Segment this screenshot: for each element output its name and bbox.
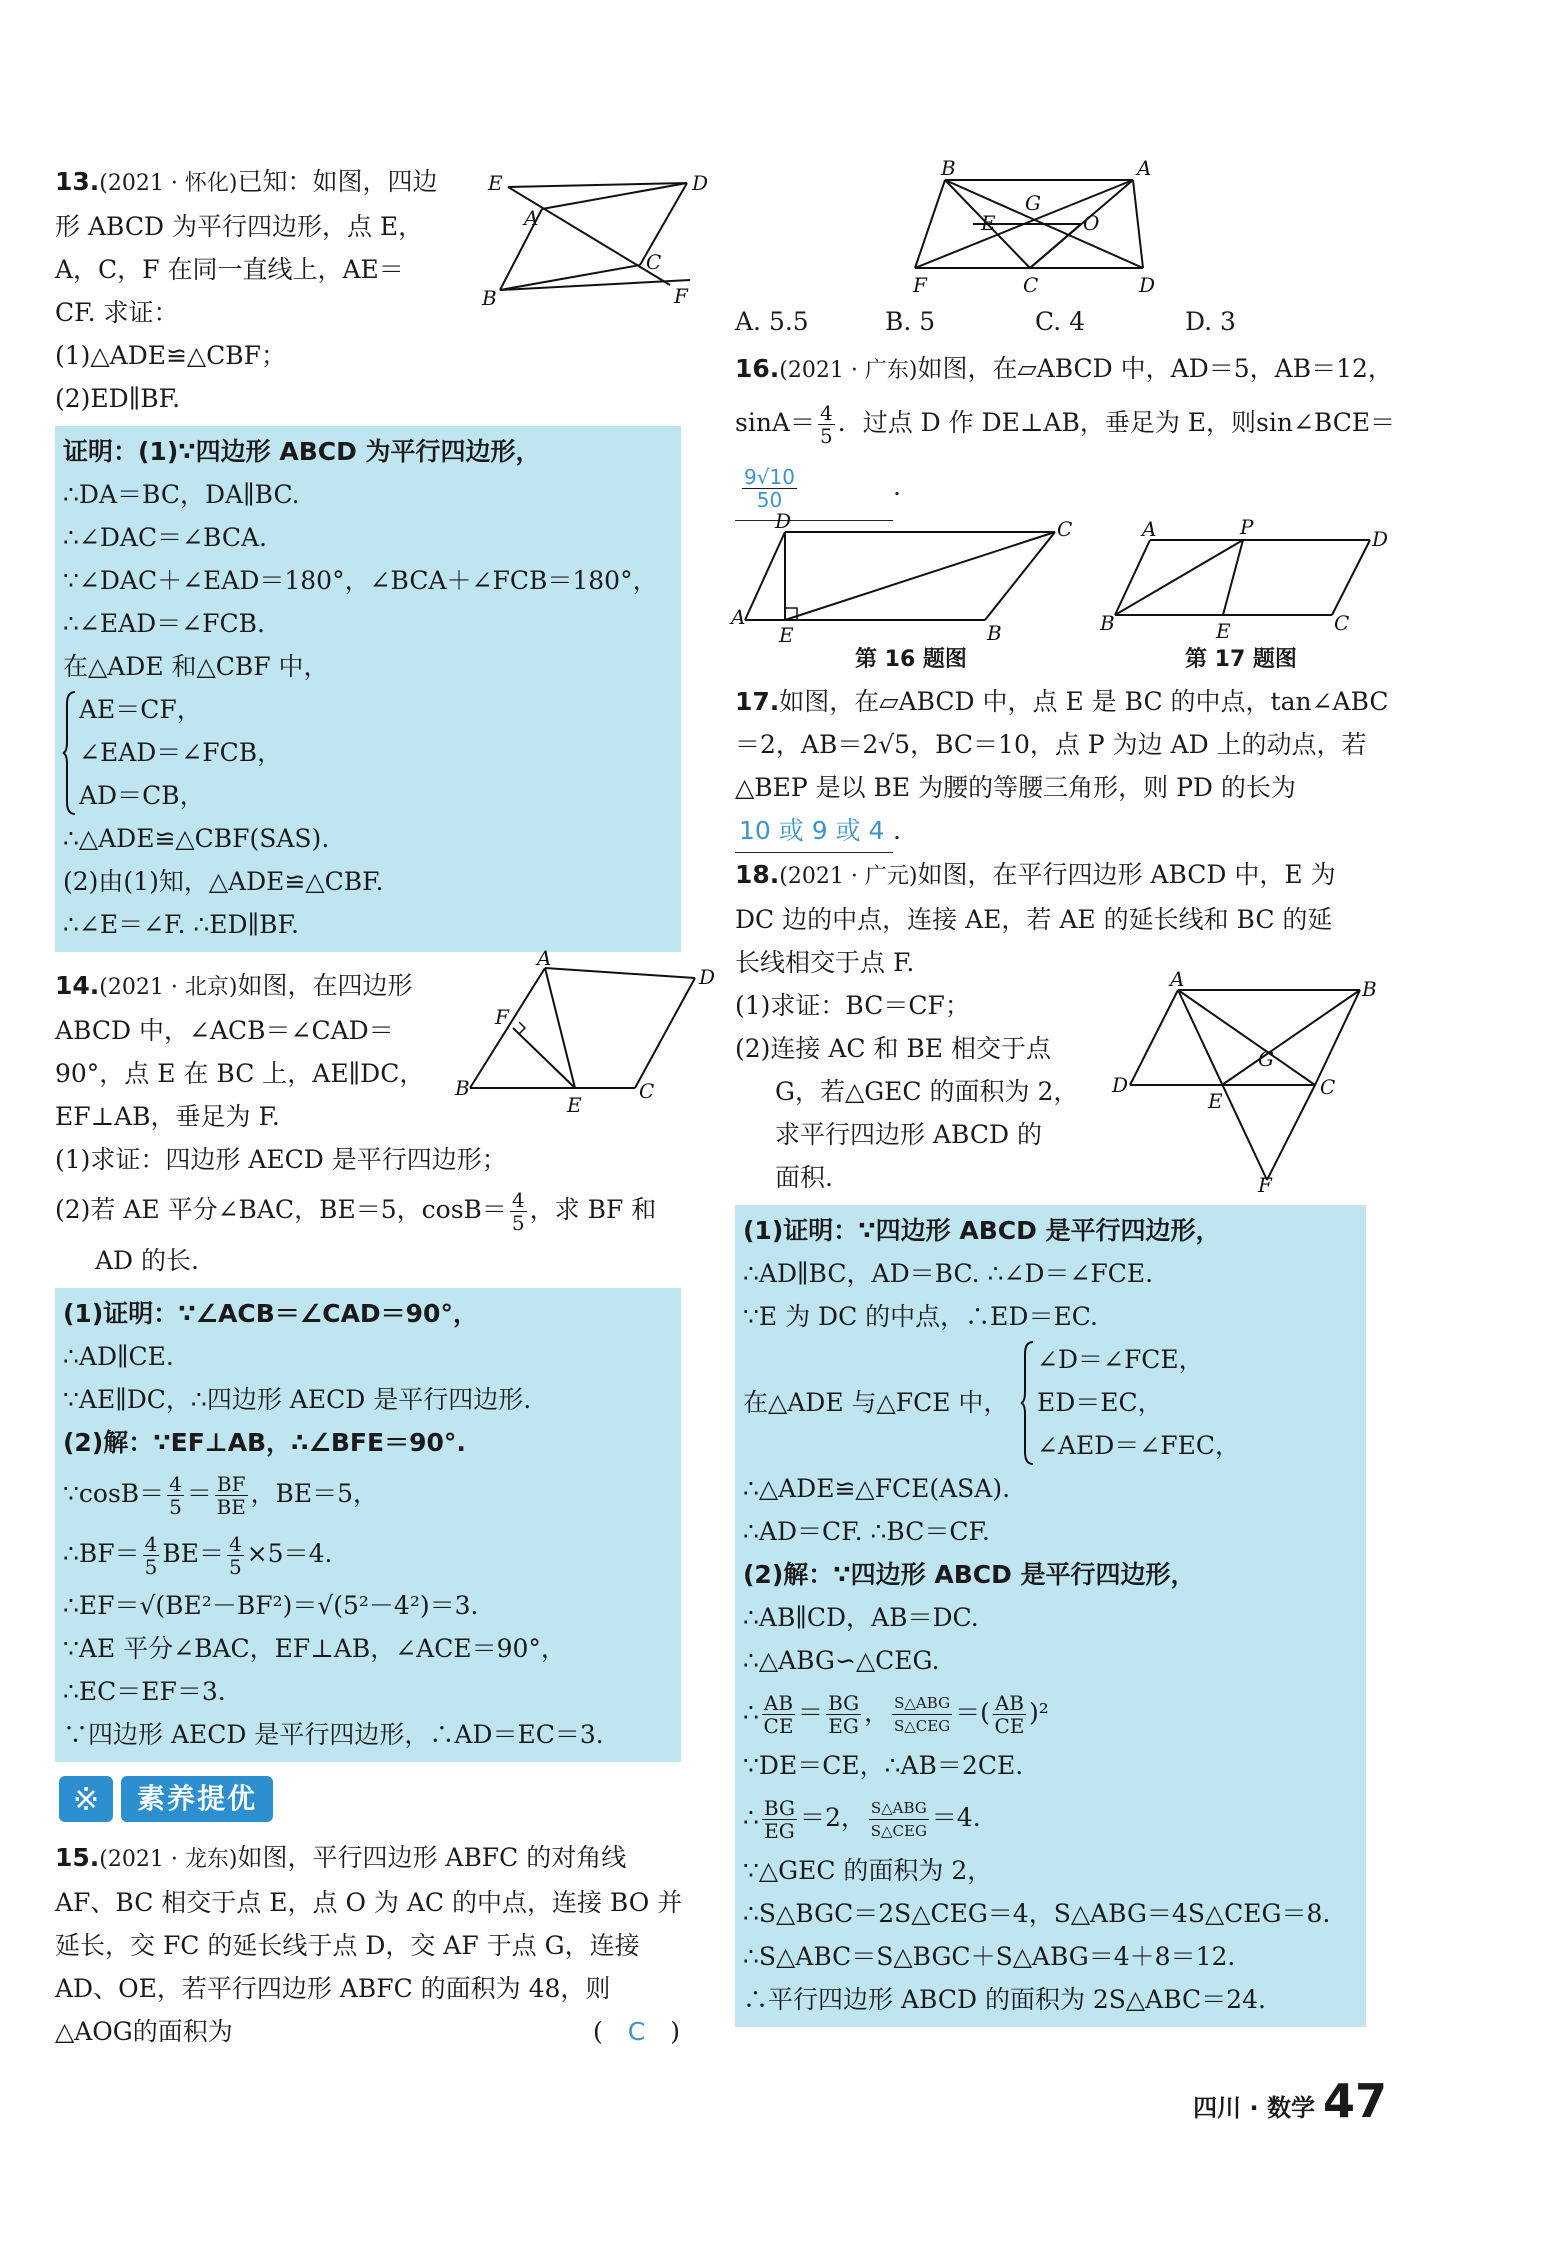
brace-icon [1021, 1340, 1035, 1466]
brace-system: 在△ADE 与△FCE 中， ∠D＝∠FCE， ED＝EC， ∠AED＝∠FEC， [743, 1338, 1358, 1467]
question-18: 18.(2021 · 广元)如图，在平行四边形 ABCD 中，E 为 DC 边的中点，连接 AE，若 AE 的延长线和 BC 的延 长线相交于点 F. (1)求证：BC＝CF； (2)连接 AC 和 BE 相交于点 G，若△GEC 的面积为 2， 求平行四边形 ABCD 的 面积. [735, 860, 1336, 1192]
label-E: E [1208, 1089, 1223, 1113]
label-B: B [482, 286, 497, 310]
brace-system: AE＝CF， ∠EAD＝∠FCB， AD＝CB， [63, 688, 673, 817]
proof-13: 证明：(1)∵四边形 ABCD 为平行四边形， ∴DA＝BC，DA∥BC. ∴∠DAC＝∠BCA. ∵∠DAC＋∠EAD＝180°，∠BCA＋∠FCB＝180°， ∴∠EAD＝∠FCB. 在△ADE 和△CBF 中， AE＝CF， ∠EAD＝∠FCB， AD＝CB， ∴△ADE≌△CBF(SAS). (2)由(1)知，△ADE≌△CBF. ∴∠E＝∠F. ∴ED∥BF. [55, 426, 681, 952]
label-F: F [495, 1005, 509, 1029]
question-number: 14. [55, 971, 100, 1000]
label-E: E [488, 171, 503, 195]
proof-18: (1)证明：∵四边形 ABCD 是平行四边形， ∴AD∥BC，AD＝BC. ∴∠D＝∠FCE. ∵E 为 DC 的中点，∴ED＝EC. 在△ADE 与△FCE 中， ∠D＝∠FCE， ED＝EC， ∠AED＝∠FEC， ∴△ADE≌△FCE(ASA). ∴AD＝CF. ∴BC＝CF. (2)解：∵四边形 ABCD 是平行四边形， ∴AB∥CD，AB＝DC. ∴△ABG∽△CEG. ∴ $\frac{AB}{CE}$ ＝ $\frac{BG}{EG}$ ， $\frac{\text{S△ABG}}{\text{S△CEG}}$ ＝( $\frac{AB}{CE}$ )² ∵DE＝CE，∴AB＝2CE. ∴ $\frac{BG}{EG}$ ＝2， $\frac{\text{S△ABG}}{\text{S△CEG}}$ ＝4. ∵△GEC 的面积为 2， ∴S△BGC＝2S△CEG＝4，S△ABG＝4S△CEG＝8. ∴S△ABC＝S△BGC＋S△ABG＝4＋8＝12. ∴平行四边形 ABCD 的面积为 2S△ABC＝24. [735, 1205, 1366, 2027]
label-O: O [1083, 211, 1100, 235]
label-C: C [1320, 1075, 1336, 1099]
label-E: E [1216, 619, 1231, 643]
label-G: G [1025, 191, 1041, 215]
page-footer [1193, 2074, 1387, 2130]
figure-17 [1100, 515, 1390, 643]
label-A: A [537, 946, 552, 970]
label-B: B [941, 156, 956, 180]
figure-15 [913, 156, 1195, 300]
question-17: 17.如图，在▱ABCD 中，点 E 是 BC 的中点，tan∠ABC ＝2，AB＝2√5，BC＝10，点 P 为边 AD 上的动点，若 △BEP 是以 BE 为腰的等腰三角形，则 PD 的长为 10 或 9 或 4 . [735, 680, 1385, 853]
label-D: D [1112, 1073, 1129, 1097]
answer-16: $\frac{9√10}{50}$ [735, 454, 893, 521]
question-source: (2021 · 广东) [779, 358, 918, 383]
label-B: B [455, 1076, 470, 1100]
label-C: C [1023, 273, 1039, 297]
label-D: D [699, 965, 716, 989]
question-13: 13.(2021 · 怀化)已知：如图，四边 形 ABCD 为平行四边形，点 E， A，C，F 在同一直线上，AE＝ CF. 求证： (1)△ADE≌△CBF； (2)ED∥BF. [55, 167, 438, 413]
label-D: D [1372, 527, 1389, 551]
figure-13 [480, 165, 710, 310]
label-C: C [1334, 611, 1350, 635]
label-A: A [731, 605, 746, 629]
label-D: D [692, 171, 709, 195]
label-F: F [1258, 1173, 1272, 1197]
choices-15: A. 5.5 B. 5 C. 4 D. 3 [735, 307, 1236, 336]
figure-16 [731, 509, 1073, 647]
section-banner [55, 1770, 700, 1830]
figures-16-17 [731, 509, 1389, 680]
label-B: B [987, 621, 1002, 645]
label-D: D [1139, 273, 1156, 297]
question-source: (2021 · 龙东) [99, 1847, 238, 1872]
label-E: E [779, 623, 794, 647]
label-C: C [646, 250, 662, 274]
label-B: B [1362, 977, 1377, 1001]
question-number: 17. [735, 687, 780, 716]
label-B: B [1100, 611, 1115, 635]
question-16: 16.(2021 · 广东)如图，在▱ABCD 中，AD＝5，AB＝12， sinA＝ $\frac{4}{5}$ ．过点 D 作 DE⊥AB，垂足为 E，则sin∠BCE＝ $\frac{9√10}{50}$ . [735, 347, 1385, 520]
footer-subject: 四川 · 数学 [1193, 2094, 1315, 2122]
label-A: A [1170, 967, 1185, 991]
question-number: 13. [55, 167, 100, 196]
label-A: A [524, 206, 539, 230]
left-column [55, 160, 716, 2053]
question-number: 18. [735, 860, 780, 889]
caption-16: 第 16 题图 [855, 647, 967, 672]
label-P: P [1240, 515, 1254, 539]
question-source: (2021 · 广元) [779, 864, 918, 889]
figure-18 [1110, 967, 1380, 1197]
label-E: E [567, 1093, 582, 1117]
question-number: 15. [55, 1843, 100, 1872]
banner-icon: ※ [59, 1776, 113, 1822]
label-G: G [1258, 1047, 1274, 1071]
page-number: 47 [1322, 2074, 1387, 2128]
label-F: F [674, 284, 688, 308]
banner-label: 素养提优 [121, 1776, 273, 1822]
label-D: D [775, 509, 792, 533]
answer-17: 10 或 9 或 4 [735, 809, 893, 853]
proof-14: (1)证明：∵∠ACB＝∠CAD＝90°， ∴AD∥CE. ∵AE∥DC，∴四边形 AECD 是平行四边形. (2)解：∵EF⊥AB，∴∠BFE＝90°. ∵cosB＝ $\frac{4}{5}$ ＝ $\frac{BF}{BE}$ ，BE＝5， ∴BF＝ $\frac{4}{5}$ BE＝ $\frac{4}{5}$ ×5＝4. ∴EF＝√(BE²－BF²)＝√(5²－4²)＝3. ∵AE 平分∠BAC，EF⊥AB，∠ACE＝90°， ∴EC＝EF＝3. ∵四边形 AECD 是平行四边形，∴AD＝EC＝3. [55, 1288, 681, 1762]
label-C: C [1057, 517, 1073, 541]
label-A: A [1142, 517, 1157, 541]
right-column [731, 156, 1396, 2035]
question-15: 15.(2021 · 龙东)如图，平行四边形 ABFC 的对角线 AF、BC 相交于点 E，点 O 为 AC 的中点，连接 BO 并 延长，交 FC 的延长线于点 D，交 AF 于点 G，连接 AD、OE，若平行四边形 ABFC 的面积为 48，则 △AOG的面积为 ( C ) [55, 1836, 700, 2053]
brace-icon [63, 690, 77, 816]
label-F: F [913, 273, 927, 297]
label-C: C [639, 1079, 655, 1103]
question-14: 14.(2021 · 北京)如图，在四边形 ABCD 中，∠ACB＝∠CAD＝ 90°，点 E 在 BC 上，AE∥DC， EF⊥AB，垂足为 F. (1)求证：四边形 AECD 是平行四边形； (2)若 AE 平分∠BAC，BE＝5，cosB＝ $\frac{4}{5}$ ，求 BF 和 AD 的长. [55, 971, 657, 1275]
question-source: (2021 · 北京) [99, 975, 238, 1000]
fraction-4-5: $\frac{4}{5}$ [511, 1188, 525, 1235]
label-E: E [981, 211, 996, 235]
answer-choice: ( C ) [593, 2017, 680, 2046]
label-A: A [1137, 156, 1152, 180]
figure-14 [455, 946, 716, 1120]
question-source: (2021 · 怀化) [99, 171, 238, 196]
question-number: 16. [735, 354, 780, 383]
caption-17: 第 17 题图 [1185, 647, 1297, 672]
